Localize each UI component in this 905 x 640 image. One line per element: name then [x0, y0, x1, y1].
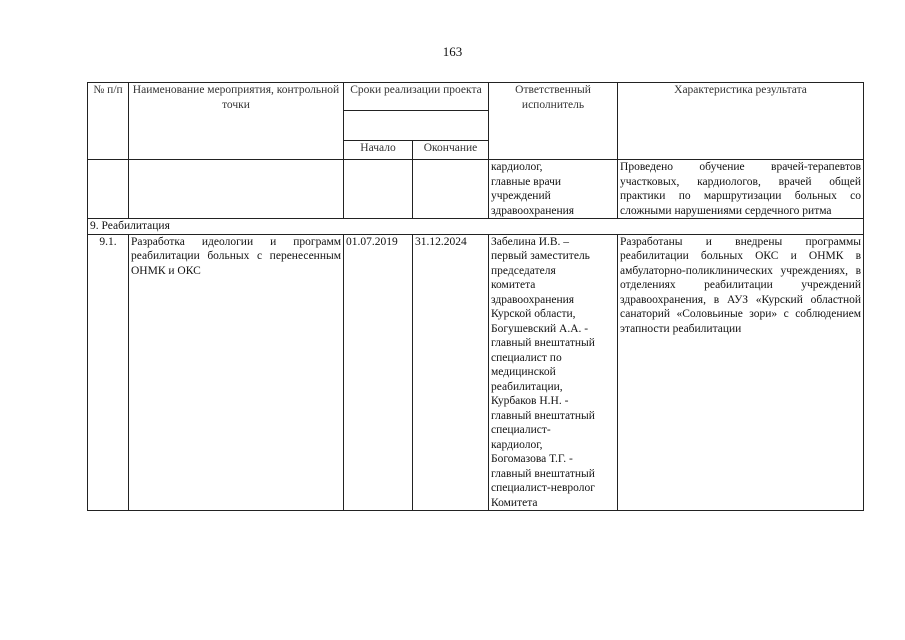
cell-end — [413, 160, 489, 219]
responsible-line: главные врачи — [491, 175, 562, 188]
responsible-line: Забелина И.В. – — [491, 235, 570, 248]
header-name: Наименование мероприятия, контрольной точки — [129, 83, 344, 160]
cell-responsible — [489, 234, 618, 511]
responsible-line: специалист- — [491, 424, 551, 436]
cell-name: Разработка идеологии и программ реабилитации больных с перенесенным ОНМК и ОКС — [129, 234, 344, 511]
cell-end: 31.12.2024 — [413, 234, 489, 511]
responsible-line: Богомазова Т.Г. - — [491, 453, 573, 465]
responsible-line: медицинской — [491, 366, 556, 378]
responsible-line: реабилитации, — [491, 380, 563, 393]
header-start: Начало — [344, 141, 413, 160]
responsible-line: комитета — [491, 279, 536, 291]
responsible-line: Комитета — [491, 496, 538, 509]
header-num: № п/п — [88, 83, 129, 160]
header-responsible: Ответственный исполнитель — [489, 83, 618, 160]
cell-result: Разработаны и внедрены программы реабилитации больных ОКС и ОНМК в амбулаторно-поликлинических учреждениях, в отделениях реабилитации учреждений здравоохранения, в АУЗ «Курский областной санаторий «Соловьиные зори» с соблюдением этапности реабилитации — [618, 234, 864, 511]
cell-start — [344, 160, 413, 219]
header-terms-spacer — [344, 111, 489, 141]
table-row — [88, 160, 864, 219]
responsible-line: специалист-невролог — [491, 482, 595, 494]
responsible-line: кардиолог, — [491, 438, 543, 451]
responsible-line: главный внештатный — [491, 467, 595, 480]
responsible-line: здравоохранения — [491, 204, 575, 217]
cell-start: 01.07.2019 — [344, 234, 413, 511]
cell-result: Проведено обучение врачей-терапевтов участковых, кардиологов, врачей общей практики по маршрутизации больных со сложными нарушениями сердечного ритма — [618, 160, 864, 219]
responsible-line: Богушевский А.А. - — [491, 322, 589, 335]
responsible-line: главный внештатный — [491, 409, 595, 422]
page-number: 163 — [442, 44, 463, 59]
cell-num — [88, 160, 129, 219]
cell-num: 9.1. — [88, 234, 129, 511]
header-result: Характеристика результата — [618, 83, 864, 160]
responsible-line: Курской области, — [491, 308, 576, 320]
responsible-line: председателя — [491, 264, 556, 277]
responsible-line: кардиолог, — [491, 161, 543, 173]
responsible-line: первый заместитель — [491, 250, 590, 262]
section-title: 9. Реабилитация — [88, 219, 864, 235]
responsible-line: специалист по — [491, 351, 562, 364]
header-terms: Сроки реализации проекта — [344, 83, 489, 111]
section-row — [88, 219, 864, 235]
responsible-line: Курбаков Н.Н. - — [491, 395, 569, 407]
header-end: Окончание — [413, 141, 489, 160]
table-row — [88, 234, 864, 511]
cell-responsible — [489, 160, 618, 219]
cell-name — [129, 160, 344, 219]
responsible-line: главный внештатный — [491, 337, 595, 349]
responsible-line: учреждений — [491, 190, 551, 202]
responsible-line: здравоохранения — [491, 293, 575, 306]
measures-table — [87, 82, 864, 511]
